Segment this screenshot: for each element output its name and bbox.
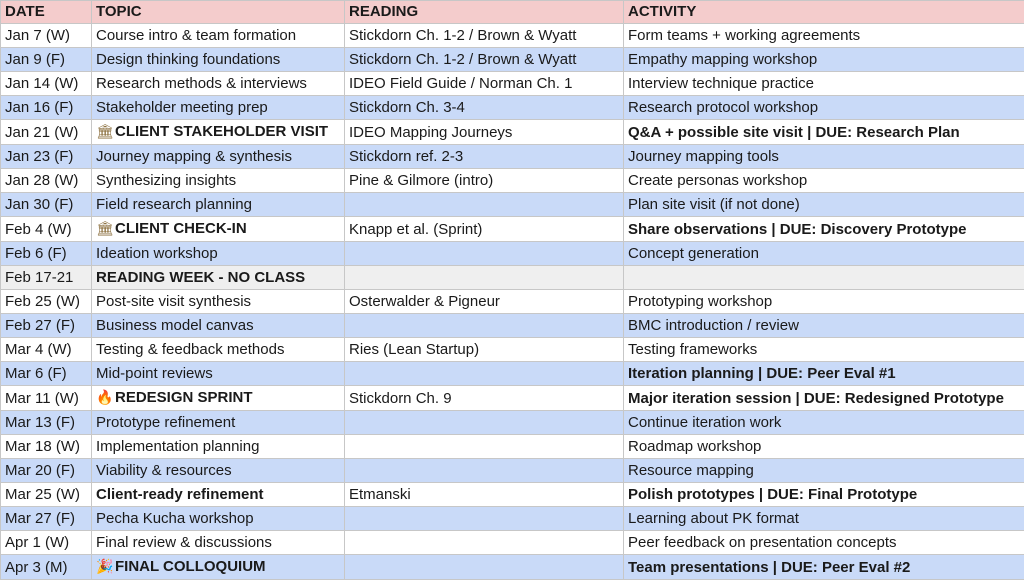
table-row — [1, 507, 1024, 531]
topic-cell[interactable]: Viability & resources — [92, 459, 345, 483]
activity-cell[interactable]: Create personas workshop — [624, 169, 1024, 193]
topic-cell[interactable]: Implementation planning — [92, 435, 345, 459]
activity-cell[interactable]: Iteration planning | DUE: Peer Eval #1 — [624, 362, 1024, 386]
table-row — [1, 338, 1024, 362]
activity-cell[interactable]: Testing frameworks — [624, 338, 1024, 362]
table-body — [1, 24, 1024, 580]
reading-cell[interactable] — [345, 531, 624, 555]
topic-cell[interactable]: Stakeholder meeting prep — [92, 96, 345, 120]
table-row — [1, 483, 1024, 507]
party-icon: 🎉 — [96, 556, 115, 579]
topic-cell[interactable] — [92, 217, 345, 242]
activity-cell[interactable]: Journey mapping tools — [624, 145, 1024, 169]
table-row — [1, 120, 1024, 145]
date-cell[interactable]: Jan 9 (F) — [1, 48, 92, 72]
reading-cell[interactable] — [345, 555, 624, 580]
activity-cell[interactable]: Share observations | DUE: Discovery Prototype — [624, 217, 1024, 242]
date-cell[interactable]: Jan 14 (W) — [1, 72, 92, 96]
activity-cell[interactable]: BMC introduction / review — [624, 314, 1024, 338]
table-row — [1, 48, 1024, 72]
table-row — [1, 435, 1024, 459]
reading-cell[interactable]: Stickdorn Ch. 9 — [345, 386, 624, 411]
date-cell[interactable]: Feb 4 (W) — [1, 217, 92, 242]
activity-cell[interactable]: Concept generation — [624, 242, 1024, 266]
topic-cell[interactable]: Field research planning — [92, 193, 345, 217]
column-header-reading[interactable]: READING — [345, 1, 624, 24]
topic-text: CLIENT CHECK-IN — [115, 220, 247, 237]
date-cell[interactable]: Apr 1 (W) — [1, 531, 92, 555]
table-row — [1, 555, 1024, 580]
date-cell[interactable]: Jan 23 (F) — [1, 145, 92, 169]
date-cell[interactable]: Mar 25 (W) — [1, 483, 92, 507]
activity-cell[interactable]: Continue iteration work — [624, 411, 1024, 435]
date-cell[interactable]: Mar 20 (F) — [1, 459, 92, 483]
topic-cell[interactable]: Prototype refinement — [92, 411, 345, 435]
reading-cell[interactable]: Stickdorn Ch. 3-4 — [345, 96, 624, 120]
topic-cell[interactable]: Ideation workshop — [92, 242, 345, 266]
reading-cell[interactable]: Ries (Lean Startup) — [345, 338, 624, 362]
table-header — [1, 1, 1024, 24]
reading-cell[interactable]: IDEO Mapping Journeys — [345, 120, 624, 145]
reading-cell[interactable]: Osterwalder & Pigneur — [345, 290, 624, 314]
reading-cell[interactable] — [345, 266, 624, 290]
table-row — [1, 290, 1024, 314]
table-row — [1, 459, 1024, 483]
activity-cell[interactable]: Interview technique practice — [624, 72, 1024, 96]
activity-cell[interactable]: Polish prototypes | DUE: Final Prototype — [624, 483, 1024, 507]
activity-cell[interactable]: Plan site visit (if not done) — [624, 193, 1024, 217]
date-cell[interactable]: Mar 13 (F) — [1, 411, 92, 435]
date-cell[interactable]: Mar 18 (W) — [1, 435, 92, 459]
date-cell[interactable]: Feb 6 (F) — [1, 242, 92, 266]
date-cell[interactable]: Mar 27 (F) — [1, 507, 92, 531]
table-row — [1, 266, 1024, 290]
topic-text: REDESIGN SPRINT — [115, 389, 253, 406]
reading-cell[interactable] — [345, 507, 624, 531]
building-icon: 🏛 — [96, 121, 115, 144]
reading-cell[interactable]: Stickdorn Ch. 1-2 / Brown & Wyatt — [345, 48, 624, 72]
activity-cell[interactable]: Learning about PK format — [624, 507, 1024, 531]
activity-cell[interactable]: Form teams + working agreements — [624, 24, 1024, 48]
topic-cell[interactable] — [92, 386, 345, 411]
activity-cell[interactable]: Q&A + possible site visit | DUE: Research Plan — [624, 120, 1024, 145]
topic-cell[interactable]: Journey mapping & synthesis — [92, 145, 345, 169]
table-row — [1, 145, 1024, 169]
date-cell[interactable]: Apr 3 (M) — [1, 555, 92, 580]
reading-cell[interactable] — [345, 411, 624, 435]
activity-cell[interactable]: Major iteration session | DUE: Redesigned Prototype — [624, 386, 1024, 411]
activity-cell[interactable]: Peer feedback on presentation concepts — [624, 531, 1024, 555]
reading-cell[interactable] — [345, 193, 624, 217]
header-row — [1, 1, 1024, 24]
activity-cell[interactable] — [624, 266, 1024, 290]
table-row — [1, 362, 1024, 386]
table-row — [1, 72, 1024, 96]
activity-cell[interactable]: Roadmap workshop — [624, 435, 1024, 459]
topic-cell[interactable]: Design thinking foundations — [92, 48, 345, 72]
table-row — [1, 242, 1024, 266]
building-icon: 🏛 — [96, 218, 115, 241]
activity-cell[interactable]: Empathy mapping workshop — [624, 48, 1024, 72]
date-cell[interactable]: Jan 21 (W) — [1, 120, 92, 145]
topic-cell[interactable] — [92, 555, 345, 580]
topic-cell[interactable] — [92, 120, 345, 145]
table-row — [1, 193, 1024, 217]
fire-icon: 🔥 — [96, 387, 115, 410]
reading-cell[interactable] — [345, 435, 624, 459]
column-header-date[interactable]: DATE — [1, 1, 92, 24]
column-header-activity[interactable]: ACTIVITY — [624, 1, 1024, 24]
topic-text: CLIENT STAKEHOLDER VISIT — [115, 123, 328, 140]
column-header-topic[interactable]: TOPIC — [92, 1, 345, 24]
table-row — [1, 386, 1024, 411]
topic-cell[interactable]: Business model canvas — [92, 314, 345, 338]
reading-cell[interactable]: Etmanski — [345, 483, 624, 507]
activity-cell[interactable]: Resource mapping — [624, 459, 1024, 483]
date-cell[interactable]: Jan 30 (F) — [1, 193, 92, 217]
date-cell[interactable]: Feb 27 (F) — [1, 314, 92, 338]
table-row — [1, 217, 1024, 242]
date-cell[interactable]: Mar 4 (W) — [1, 338, 92, 362]
date-cell[interactable]: Jan 28 (W) — [1, 169, 92, 193]
table-row — [1, 96, 1024, 120]
reading-cell[interactable]: Knapp et al. (Sprint) — [345, 217, 624, 242]
table-row — [1, 24, 1024, 48]
date-cell[interactable]: Jan 7 (W) — [1, 24, 92, 48]
topic-cell[interactable]: Testing & feedback methods — [92, 338, 345, 362]
reading-cell[interactable]: Pine & Gilmore (intro) — [345, 169, 624, 193]
date-cell[interactable]: Feb 25 (W) — [1, 290, 92, 314]
topic-cell[interactable]: Final review & discussions — [92, 531, 345, 555]
topic-cell[interactable]: Research methods & interviews — [92, 72, 345, 96]
table-row — [1, 169, 1024, 193]
date-cell[interactable]: Mar 6 (F) — [1, 362, 92, 386]
topic-cell[interactable]: Post-site visit synthesis — [92, 290, 345, 314]
activity-cell[interactable]: Prototyping workshop — [624, 290, 1024, 314]
reading-cell[interactable] — [345, 362, 624, 386]
reading-cell[interactable] — [345, 459, 624, 483]
table-row — [1, 531, 1024, 555]
date-cell[interactable]: Mar 11 (W) — [1, 386, 92, 411]
topic-cell[interactable]: Pecha Kucha workshop — [92, 507, 345, 531]
reading-cell[interactable]: Stickdorn Ch. 1-2 / Brown & Wyatt — [345, 24, 624, 48]
table-row — [1, 411, 1024, 435]
activity-cell[interactable]: Team presentations | DUE: Peer Eval #2 — [624, 555, 1024, 580]
topic-cell[interactable]: Synthesizing insights — [92, 169, 345, 193]
date-cell[interactable]: Feb 17-21 — [1, 266, 92, 290]
reading-cell[interactable] — [345, 242, 624, 266]
table-row — [1, 314, 1024, 338]
topic-cell[interactable]: Client-ready refinement — [92, 483, 345, 507]
reading-cell[interactable] — [345, 314, 624, 338]
topic-cell[interactable]: READING WEEK - NO CLASS — [92, 266, 345, 290]
activity-cell[interactable]: Research protocol workshop — [624, 96, 1024, 120]
date-cell[interactable]: Jan 16 (F) — [1, 96, 92, 120]
topic-text: FINAL COLLOQUIUM — [115, 558, 266, 575]
reading-cell[interactable]: Stickdorn ref. 2-3 — [345, 145, 624, 169]
reading-cell[interactable]: IDEO Field Guide / Norman Ch. 1 — [345, 72, 624, 96]
topic-cell[interactable]: Mid-point reviews — [92, 362, 345, 386]
topic-cell[interactable]: Course intro & team formation — [92, 24, 345, 48]
